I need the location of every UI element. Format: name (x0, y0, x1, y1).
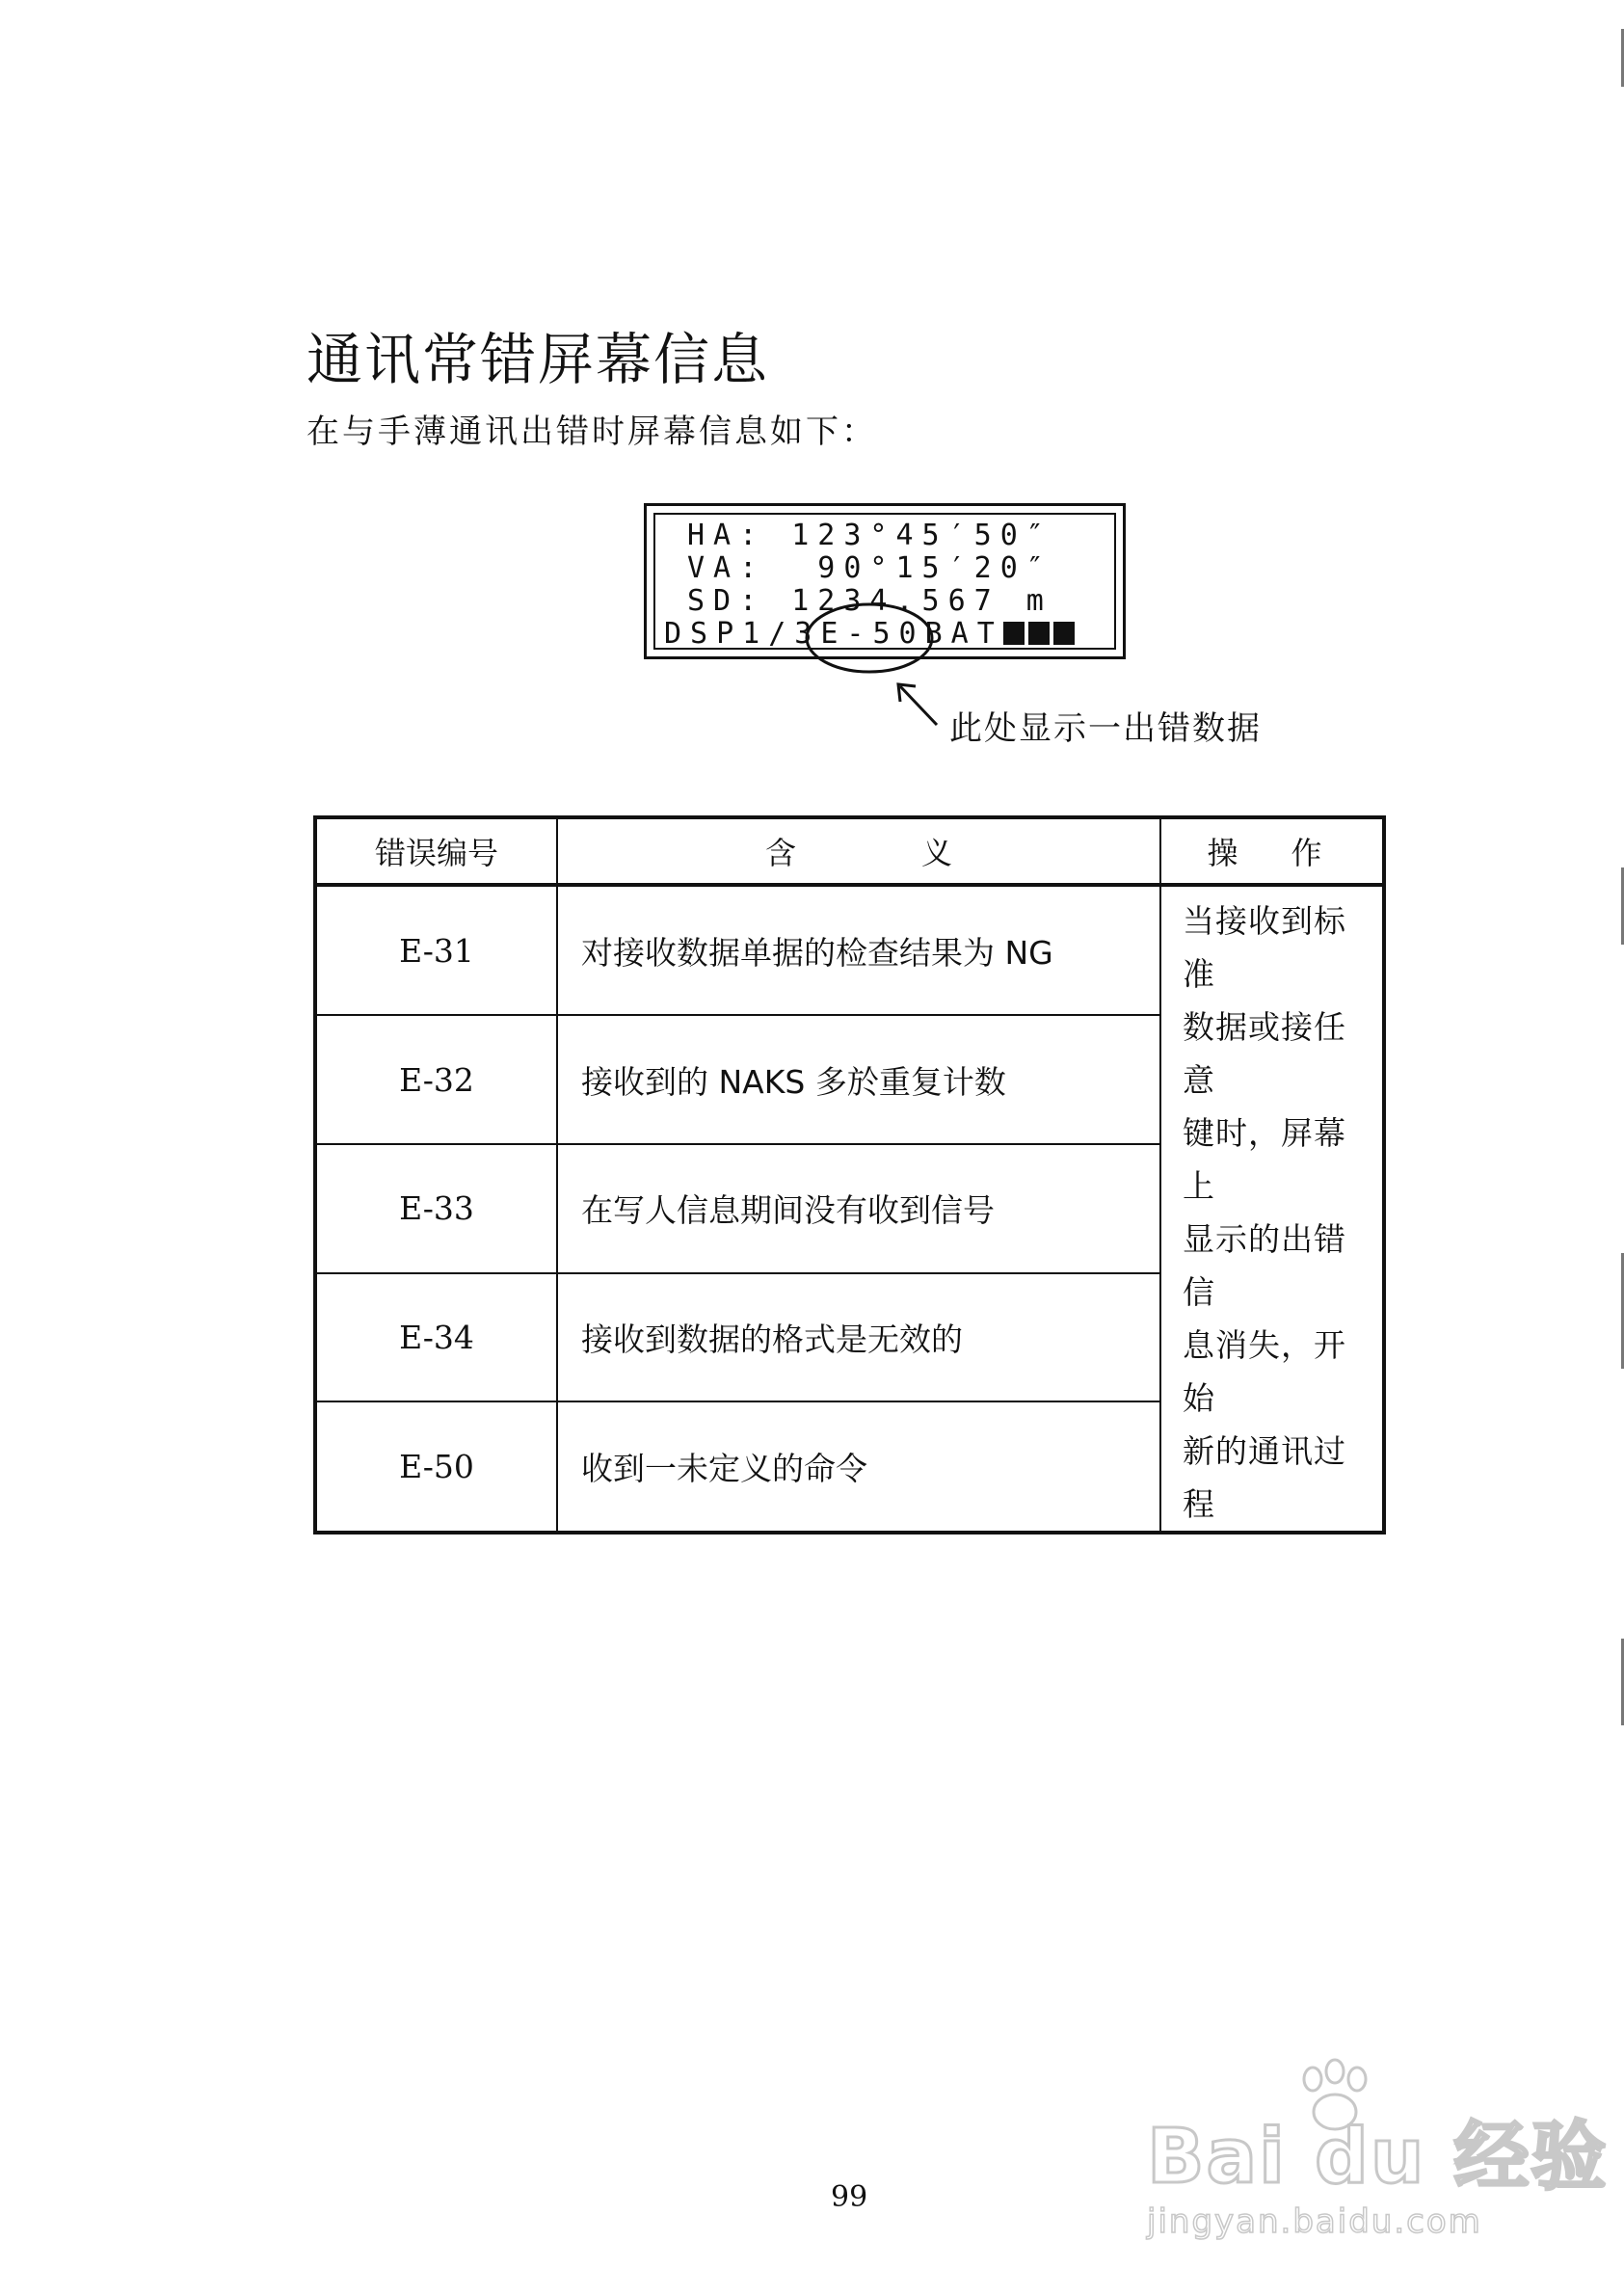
header-meaning: 含义 (557, 817, 1160, 885)
error-meaning-cell: 接收到的 NAKS 多於重复计数 (557, 1015, 1160, 1144)
error-code-cell: E-50 (315, 1401, 557, 1533)
table-header-row (315, 817, 1384, 885)
watermark-url: jingyan.baidu.com (1147, 2202, 1482, 2241)
callout-arrow-line (900, 686, 937, 725)
operation-cell (1160, 885, 1384, 1533)
callout-label: 此处显示一出错数据 (949, 709, 1262, 748)
callout-arrow-head (898, 684, 916, 702)
error-code-cell: E-33 (315, 1144, 557, 1273)
error-code-cell: E-31 (315, 885, 557, 1015)
error-meaning-cell: 在写人信息期间没有收到信号 (557, 1144, 1160, 1273)
lcd-line-status (664, 618, 1078, 651)
operation-line: 当接收到标准 (1183, 902, 1346, 993)
operation-line: 息消失，开始 (1183, 1326, 1346, 1417)
lcd-error-code: E-50 (820, 617, 925, 651)
error-code-cell: E-32 (315, 1015, 557, 1144)
lcd-line-ha: HA: 123°45′50″ (687, 519, 1052, 552)
error-meaning-cell: 接收到数据的格式是无效的 (557, 1273, 1160, 1402)
page-title: 通讯常错屏幕信息 (306, 327, 770, 392)
table-row (315, 885, 1384, 1015)
header-operation: 操作 (1160, 817, 1384, 885)
battery-icon (1003, 617, 1078, 651)
lcd-bat-label: BAT (924, 617, 1003, 651)
watermark-logo-text: Bai du 经验 (1147, 2114, 1609, 2201)
lcd-dsp-label: DSP1/3 (664, 617, 821, 651)
intro-text: 在与手薄通讯出错时屏幕信息如下： (306, 413, 877, 451)
baidu-watermark (1147, 2058, 1609, 2251)
operation-line: 键时，屏幕上 (1183, 1114, 1346, 1205)
header-code: 错误编号 (315, 817, 557, 885)
lcd-line-sd: SD: 1234.567 m (687, 584, 1052, 618)
lcd-screen (644, 503, 1126, 659)
page-number: 99 (831, 2180, 868, 2214)
operation-line: 显示的出错信 (1183, 1220, 1346, 1311)
operation-line: 新的通讯过程 (1183, 1432, 1346, 1523)
error-table (313, 815, 1386, 1534)
operation-line: 数据或接任意 (1183, 1008, 1346, 1099)
error-meaning-cell: 收到一未定义的命令 (557, 1401, 1160, 1533)
lcd-line-va: VA: 90°15′20″ (687, 551, 1052, 585)
error-code-cell: E-34 (315, 1273, 557, 1402)
error-meaning-cell: 对接收数据单据的检查结果为 NG (557, 885, 1160, 1015)
